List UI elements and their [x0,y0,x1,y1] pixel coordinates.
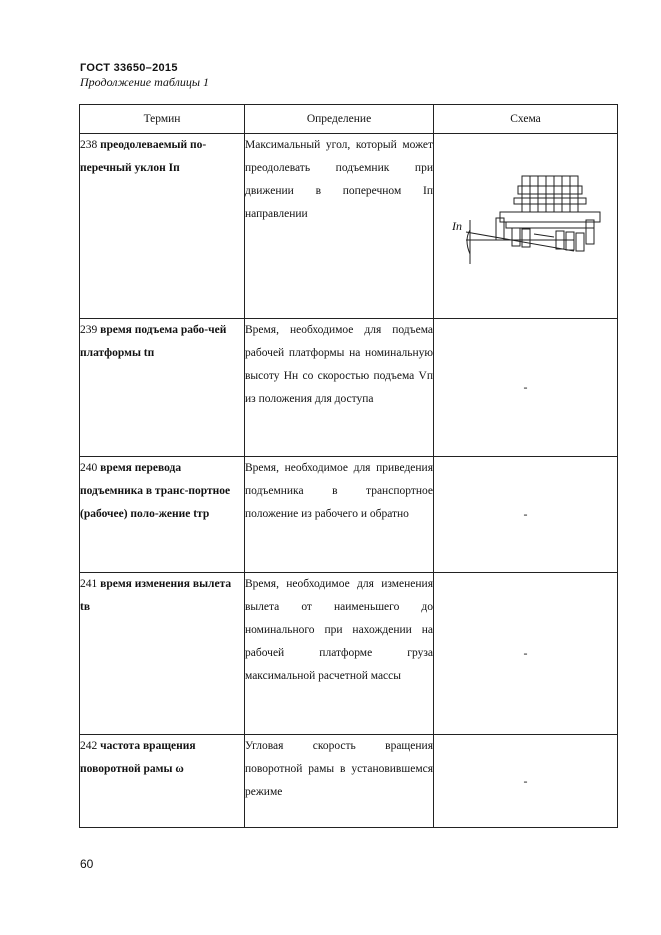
term-number: 240 [80,462,98,474]
term-text: преодолеваемый по-перечный уклон Iп [80,139,207,174]
term-text: частота вращения поворотной рамы ω [80,740,196,775]
term-cell [80,319,245,457]
standard-code: ГОСТ 33650–2015 [80,62,178,74]
term-cell [80,735,245,828]
table-row [80,319,618,457]
scheme-cell: - [434,319,618,457]
term-text: время изменения вылета tв [80,578,232,613]
term-number: 238 [80,139,98,151]
page-number: 60 [80,857,94,871]
table-row [80,735,618,828]
lift-tilt-scheme-drawing [434,134,618,318]
scheme-cell: - [434,457,618,573]
term-cell [80,457,245,573]
definition-cell: Время, необходимое для приведения подъемника в транспортное положение из рабочего и обратно [245,457,434,573]
definition-cell: Время, необходимое для подъема рабочей платформы на номинальную высоту Нн со скоростью подъема Vп из положения для доступа [245,319,434,457]
column-header-definition: Определение [245,105,434,134]
scheme-angle-label: Iп [452,219,462,233]
table-row [80,573,618,735]
table-continuation-label: Продолжение таблицы 1 [80,75,210,89]
column-header-scheme: Схема [434,105,618,134]
definition-cell: Угловая скорость вращения поворотной рамы в установившемся режиме [245,735,434,828]
scheme-cell: - [434,573,618,735]
term-cell [80,573,245,735]
term-cell [80,134,245,319]
terms-table [79,104,618,828]
definition-cell: Время, необходимое для изменения вылета от наименьшего до номинального при нахождении на рабочей платформе груза максимальной расчетной массы [245,573,434,735]
term-number: 241 [80,578,98,590]
scheme-cell: - [434,735,618,828]
scheme-cell [434,134,618,319]
term-text: время перевода подъемника в транс-портное (рабочее) поло-жение tтр [80,462,231,520]
term-number: 242 [80,740,98,752]
definition-cell: Максимальный угол, который может преодолевать подъемник при движении в поперечном Iп направлении [245,134,434,319]
table-header-row [80,105,618,134]
term-number: 239 [80,324,98,336]
column-header-term: Термин [80,105,245,134]
table-row [80,134,618,319]
term-text: время подъема рабо-чей платформы tп [80,324,227,359]
table-row [80,457,618,573]
